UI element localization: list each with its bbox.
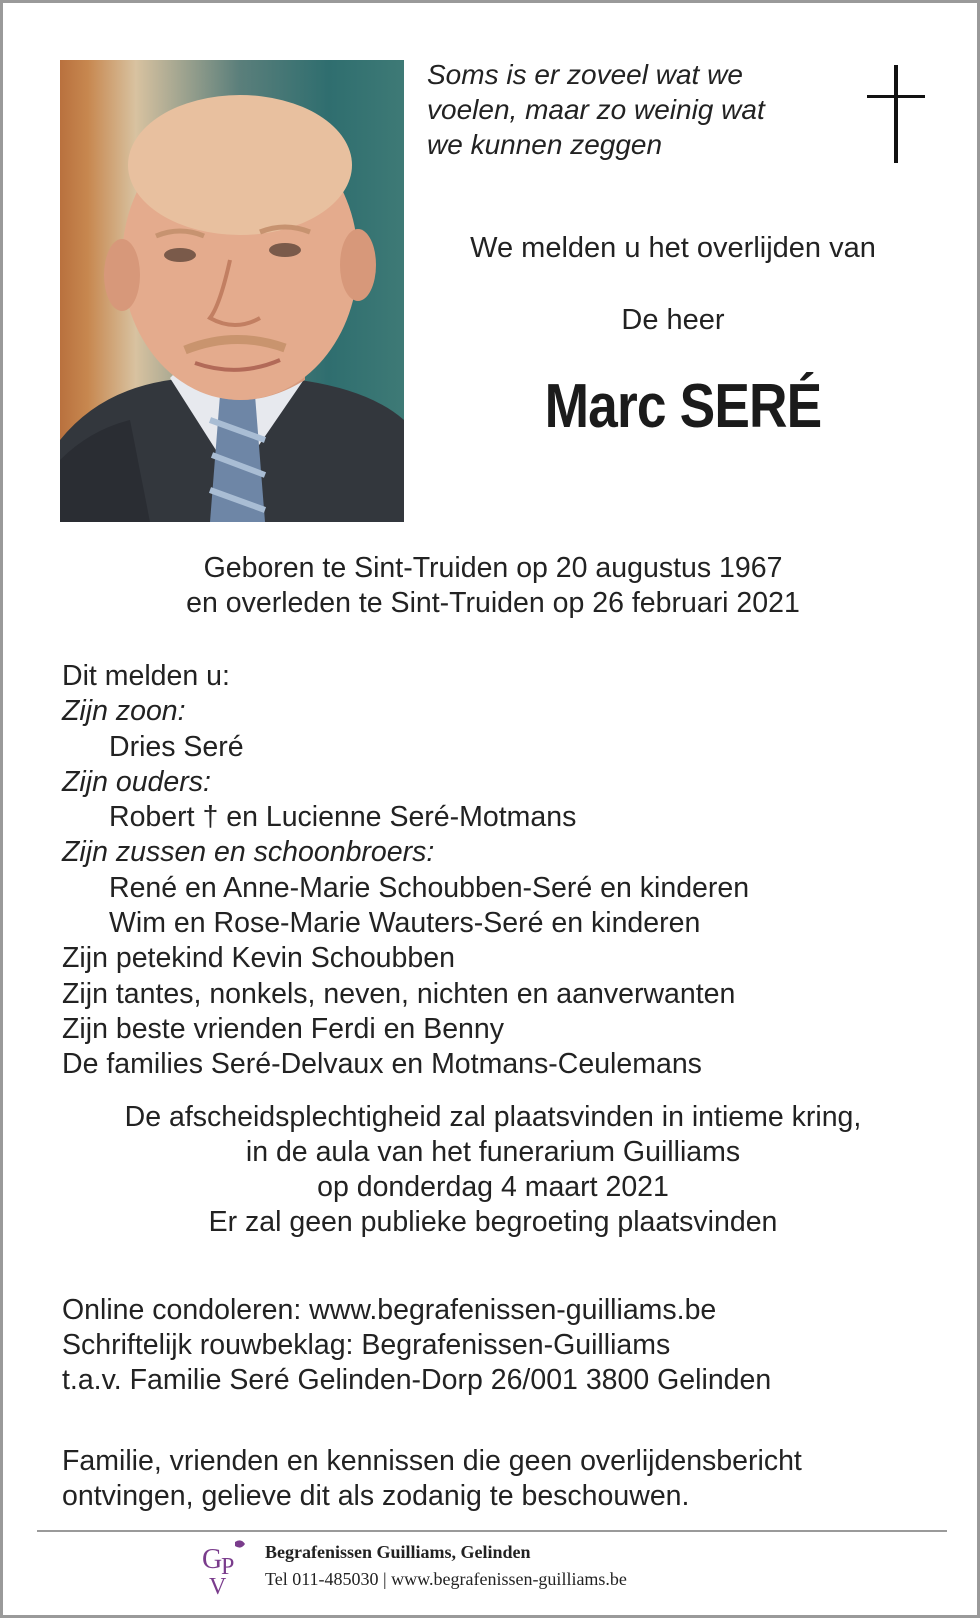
sibling-line: René en Anne-Marie Schoubben-Seré en kinderen bbox=[109, 871, 750, 904]
honorific: De heer bbox=[621, 304, 725, 336]
funeral-home-name: Begrafenissen Guilliams, Gelinden bbox=[265, 1542, 531, 1562]
dates-block bbox=[43, 551, 943, 621]
svg-text:P: P bbox=[221, 1554, 235, 1580]
parents-label: Zijn ouders: bbox=[62, 765, 211, 798]
ceremony-line: op donderdag 4 maart 2021 bbox=[317, 1171, 669, 1203]
birth-line: Geboren te Sint-Truiden op 20 augustus 1967 bbox=[203, 552, 783, 584]
family-line: De families Seré-Delvaux en Motmans-Ceulemans bbox=[62, 1048, 702, 1081]
family-line: Zijn beste vrienden Ferdi en Benny bbox=[62, 1012, 505, 1045]
closing-line: Familie, vrienden en kennissen die geen overlijdensbericht bbox=[62, 1445, 802, 1477]
closing-line: ontvingen, gelieve dit als zodanig te beschouwen. bbox=[62, 1480, 690, 1512]
condolence-line: t.a.v. Familie Seré Gelinden-Dorp 26/001 3800 Gelinden bbox=[62, 1364, 772, 1396]
death-line: en overleden te Sint-Truiden op 26 februari 2021 bbox=[186, 587, 800, 619]
quote-line: we kunnen zeggen bbox=[427, 129, 663, 160]
family-list bbox=[62, 659, 942, 1083]
siblings-label: Zijn zussen en schoonbroers: bbox=[62, 836, 435, 869]
svg-text:V: V bbox=[209, 1574, 227, 1598]
parents-names: Robert † en Lucienne Seré-Motmans bbox=[109, 801, 577, 834]
ceremony-line: Er zal geen publieke begroeting plaatsvinden bbox=[208, 1206, 778, 1238]
family-intro: Dit melden u: bbox=[62, 660, 230, 692]
svg-text:G: G bbox=[202, 1544, 223, 1575]
condolence-line: Schriftelijk rouwbeklag: Begrafenissen-Guilliams bbox=[62, 1329, 671, 1361]
quote-block bbox=[427, 57, 847, 162]
portrait-illustration bbox=[60, 60, 404, 522]
quote-line: Soms is er zoveel wat we bbox=[427, 59, 743, 90]
ceremony-block bbox=[43, 1100, 943, 1240]
cross-icon bbox=[867, 65, 925, 163]
deceased-name: Marc SERÉ bbox=[544, 372, 822, 441]
announcement-intro: We melden u het overlijden van bbox=[470, 232, 876, 264]
family-line: Zijn petekind Kevin Schoubben bbox=[62, 942, 455, 975]
condolence-line: Online condoleren: www.begrafenissen-guilliams.be bbox=[62, 1294, 717, 1326]
sibling-line: Wim en Rose-Marie Wauters-Seré en kinderen bbox=[109, 907, 701, 940]
funeral-home-contact: Tel 011-485030 | www.begrafenissen-guilliams.be bbox=[265, 1569, 627, 1589]
ceremony-line: De afscheidsplechtigheid zal plaatsvinden in intieme kring, bbox=[124, 1101, 862, 1133]
closing-block bbox=[62, 1444, 942, 1514]
quote-line: voelen, maar zo weinig wat bbox=[427, 94, 765, 125]
funeral-home-logo-icon bbox=[201, 1538, 253, 1598]
condolences-block bbox=[62, 1293, 942, 1398]
family-line: Zijn tantes, nonkels, neven, nichten en aanverwanten bbox=[62, 977, 736, 1010]
son-name: Dries Seré bbox=[109, 730, 244, 763]
ceremony-line: in de aula van het funerarium Guilliams bbox=[245, 1136, 741, 1168]
footer-divider bbox=[37, 1530, 947, 1532]
portrait-photo bbox=[60, 60, 404, 522]
son-label: Zijn zoon: bbox=[62, 695, 186, 728]
